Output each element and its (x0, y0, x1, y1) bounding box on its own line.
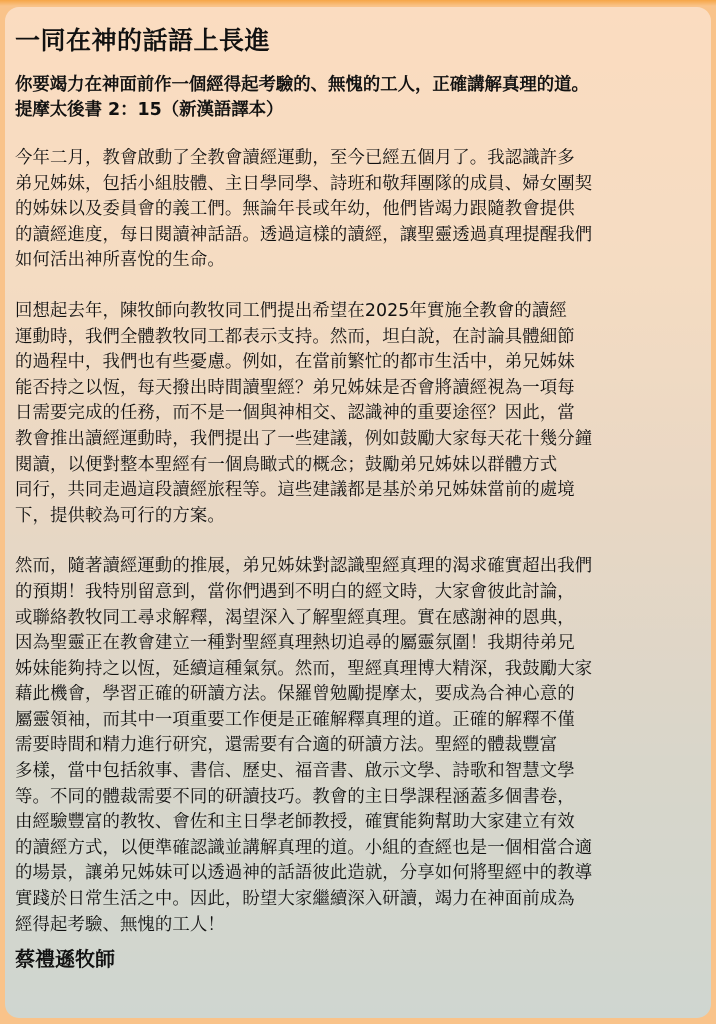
paragraph-line: 的讀經方式，以便準確認識並講解真理的道。小組的查經也是一個相當合適 (15, 837, 593, 858)
article-title: 一同在神的話語上長進 (15, 26, 271, 55)
paragraph-line: 下，提供較為可行的方案。 (15, 505, 225, 526)
paragraph-line: 然而，隨著讀經運動的推展，弟兄姊妹對認識聖經真理的渴求確實超出我們 (15, 556, 593, 577)
paragraph-line: 日需要完成的任務，而不是一個與神相交、認識神的重要途徑？因此，當 (15, 403, 575, 424)
paragraph-line: 由經驗豐富的教牧、會佐和主日學老師教授，確實能夠幫助大家建立有效 (15, 812, 575, 833)
author-signature: 蔡禮遜牧師 (15, 947, 115, 972)
paragraph-line: 的讀經進度，每日閱讀神話語。透過這樣的讀經，讓聖靈透過真理提醒我們 (15, 224, 593, 245)
paragraph-line: 弟兄姊妹，包括小組肢體、主日學同學、詩班和敬拜團隊的成員、婦女團契 (15, 173, 593, 194)
paragraph-line: 如何活出神所喜悅的生命。 (15, 250, 225, 271)
verse-text: 你要竭力在神面前作一個經得起考驗的、無愧的工人，正確講解真理的道。 (15, 75, 589, 95)
article-card (5, 7, 711, 1018)
paragraph-line: 經得起考驗、無愧的工人！ (15, 914, 225, 935)
paragraph-line: 教會推出讀經運動時，我們提出了一些建議，例如鼓勵大家每天花十幾分鐘 (15, 428, 593, 449)
paragraph-line: 能否持之以恆，每天撥出時間讀聖經？弟兄姊妹是否會將讀經視為一項每 (15, 377, 575, 398)
paragraph-line: 多樣，當中包括敘事、書信、歷史、福音書、啟示文學、詩歌和智慧文學 (15, 761, 575, 782)
paragraph-line: 今年二月，教會啟動了全教會讀經運動，至今已經五個月了。我認識許多 (15, 148, 575, 168)
paragraph-line: 需要時間和精力進行研究，還需要有合適的研讀方法。聖經的體裁豐富 (15, 735, 558, 756)
verse-reference: 提摩太後書 2：15（新漢語譯本） (15, 100, 284, 120)
paragraph-line: 閱讀，以便對整本聖經有一個鳥瞰式的概念；鼓勵弟兄姊妹以群體方式 (15, 454, 558, 475)
paragraph-line: 運動時，我們全體教牧同工都表示支持。然而，坦白說，在討論具體細節 (15, 326, 575, 347)
paragraph-line: 的場景，讓弟兄姊妹可以透過神的話語彼此造就，分享如何將聖經中的教導 (15, 863, 593, 884)
paragraph-line: 回想起去年，陳牧師向教牧同工們提出希望在2025年實施全教會的讀經 (15, 300, 567, 321)
paragraph-line: 姊妹能夠持之以恆，延續這種氣氛。然而，聖經真理博大精深，我鼓勵大家 (15, 658, 593, 679)
paragraph-line: 藉此機會，學習正確的研讀方法。保羅曾勉勵提摩太，要成為合神心意的 (15, 684, 575, 705)
paragraph-3 (15, 554, 702, 938)
paragraph-line: 屬靈領袖，而其中一項重要工作便是正確解釋真理的道。正確的解釋不僅 (15, 709, 575, 730)
scripture-verse (15, 73, 702, 123)
paragraph-line: 同行，共同走過這段讀經旅程等。這些建議都是基於弟兄姊妹當前的處境 (15, 480, 575, 501)
paragraph-line: 的預期！我特別留意到，當你們遇到不明白的經文時，大家會彼此討論， (15, 581, 575, 602)
paragraph-1 (15, 146, 702, 274)
paragraph-line: 或聯絡教牧同工尋求解釋，渴望深入了解聖經真理。實在感謝神的恩典， (15, 607, 575, 628)
paragraph-2 (15, 299, 702, 529)
paragraph-line: 實踐於日常生活之中。因此，盼望大家繼續深入研讀，竭力在神面前成為 (15, 889, 575, 910)
paragraph-line: 的過程中，我們也有些憂慮。例如，在當前繁忙的都市生活中，弟兄姊妹 (15, 352, 575, 373)
paragraph-line: 因為聖靈正在教會建立一種對聖經真理熱切追尋的屬靈氛圍！我期待弟兄 (15, 633, 575, 654)
paragraph-line: 等。不同的體裁需要不同的研讀技巧。教會的主日學課程涵蓋多個書卷， (15, 786, 575, 807)
paragraph-line: 的姊妹以及委員會的義工們。無論年長或年幼，他們皆竭力跟隨教會提供 (15, 199, 575, 220)
